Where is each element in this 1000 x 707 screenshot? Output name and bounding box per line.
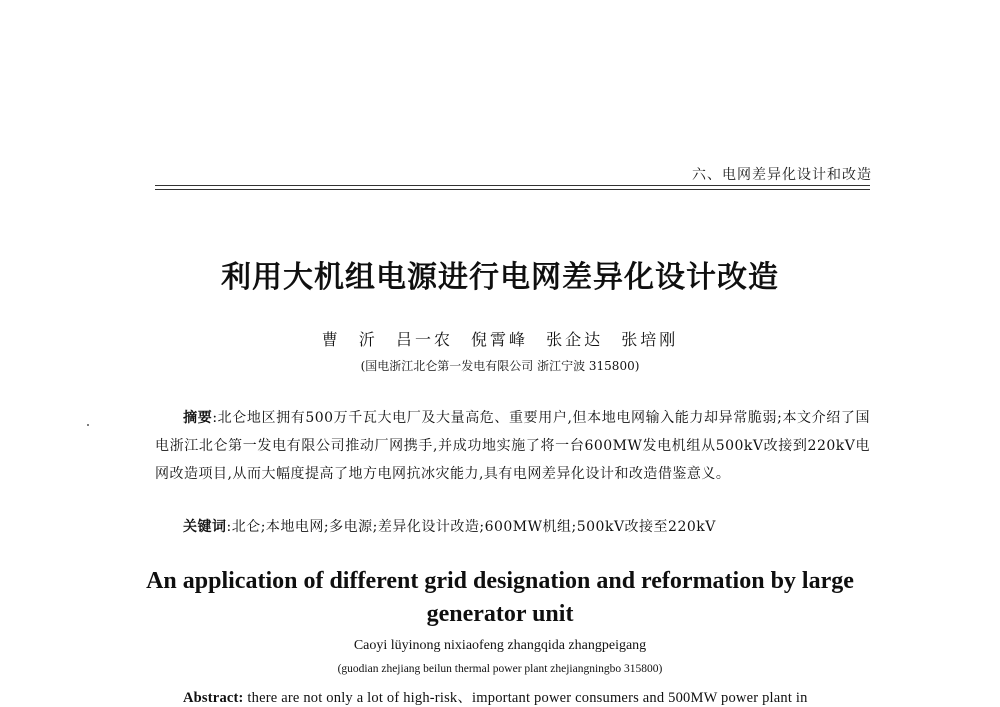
affiliation-en: (guodian zhejiang beilun thermal power plant zhejiangningbo 315800) xyxy=(337,663,663,675)
keywords-zh-text: :北仑;本地电网;多电源;差异化设计改造;600MW机组;500kV改接至220kV xyxy=(226,519,716,535)
authors-zh: 曹 沂 吕一农 倪霄峰 张企达 张培刚 xyxy=(321,330,679,349)
abstract-en xyxy=(183,686,883,707)
paper-title-en: An application of different grid designation and reformation by large generator unit xyxy=(146,568,854,627)
abstract-zh-label: 摘要 xyxy=(183,410,213,426)
paper-title-zh: 利用大机组电源进行电网差异化设计改造 xyxy=(221,260,779,295)
header-rule-thick xyxy=(155,189,870,190)
abstract-zh xyxy=(155,404,870,488)
affiliation-zh: (国电浙江北仑第一发电有限公司 浙江宁波 315800) xyxy=(360,359,640,373)
abstract-zh-text: :北仑地区拥有500万千瓦大电厂及大量高危、重要用户,但本地电网输入能力却异常脆弱;本文介绍了国电浙江北仑第一发电有限公司推动厂网携手,并成功地实施了将一台600MW发电机组从500kV改接到220kV电网改造项目,从而大幅度提高了地方电网抗冰灾能力,具有电网差异化设计和改造借鉴意义。 xyxy=(155,410,871,482)
abstract-en-text: there are not only a lot of high-risk、important power consumers and 500MW power plant in xyxy=(243,690,808,706)
running-head: 六、电网差异化设计和改造 xyxy=(692,167,872,183)
keywords-zh-label: 关键词 xyxy=(183,519,227,535)
authors-en: Caoyi lüyinong nixiaofeng zhangqida zhangpeigang xyxy=(353,638,647,653)
keywords-zh xyxy=(183,516,873,536)
abstract-en-label: Abstract: xyxy=(183,690,244,706)
margin-speck xyxy=(87,424,89,426)
header-rule-thin xyxy=(155,185,870,186)
